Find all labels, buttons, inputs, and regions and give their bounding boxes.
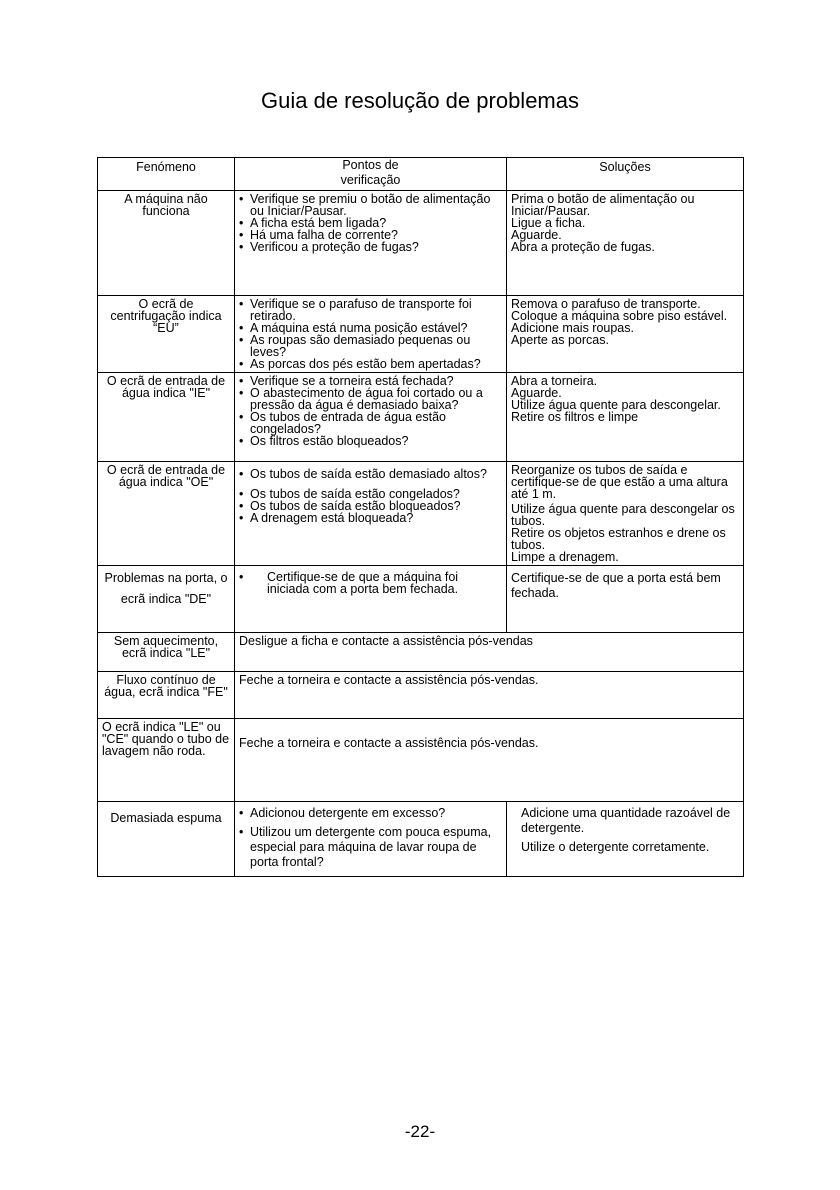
checks-list [239, 468, 502, 524]
solutions-cell [507, 566, 744, 633]
solution-item: Adicione uma quantidade razoável de detergente. [521, 806, 731, 835]
solution-item: Abra a proteção de fugas. [511, 240, 655, 254]
solution-item: Reorganize os tubos de saída e certifique-se de que estão a uma altura até 1 m. [511, 463, 728, 501]
solution-item: Utilize o detergente corretamente. [521, 840, 710, 854]
header-phenomenon: Fenómeno [98, 158, 235, 191]
checks-cell [235, 373, 507, 462]
solution-item: Utilize água quente para descongelar. [511, 398, 721, 412]
merged-solution-cell: Feche a torneira e contacte a assistência pós-vendas. [235, 719, 744, 802]
phenomenon-cell: Problemas na porta, o ecrã indica "DE" [98, 566, 235, 633]
troubleshooting-table [97, 157, 744, 877]
check-item: • Verifique se o parafuso de transporte foi retirado. [239, 298, 502, 322]
phenomenon-cell: O ecrã de centrifugação indica “EU” [98, 296, 235, 373]
solution-item: Coloque a máquina sobre piso estável. Adicione mais roupas. [511, 309, 728, 335]
check-item: • Há uma falha de corrente? [239, 229, 502, 241]
checks-list [239, 193, 502, 253]
checks-list [239, 298, 502, 370]
header-checkpoints: Pontos de verificação [235, 158, 507, 191]
solution-item: Abra a torneira. [511, 374, 598, 388]
solution-item: Remova o parafuso de transporte. [511, 297, 701, 311]
table-row [98, 633, 744, 672]
checks-list [239, 571, 502, 595]
check-item: • As porcas dos pés estão bem apertadas? [239, 358, 502, 370]
page-number: -22- [404, 1122, 436, 1141]
table-header-row [98, 158, 744, 191]
checks-cell [235, 462, 507, 566]
table-row [98, 719, 744, 802]
check-item: • Os tubos de entrada de água estão congelados? [239, 411, 502, 435]
phenomenon-cell: Sem aquecimento, ecrã indica "LE" [98, 633, 235, 672]
table-row [98, 802, 744, 877]
check-item: • Adicionou detergente em excesso? [239, 806, 502, 821]
check-item: • Os tubos de saída estão congelados? [239, 488, 502, 500]
check-item: • Os filtros estão bloqueados? [239, 435, 502, 447]
check-item: • A ficha está bem ligada? [239, 217, 502, 229]
table-row [98, 672, 744, 719]
table-row [98, 191, 744, 296]
phenomenon-cell: O ecrã indica "LE" ou "CE" quando o tubo de lavagem não roda. [98, 719, 235, 802]
table-row [98, 296, 744, 373]
table-row [98, 462, 744, 566]
solution-item: Prima o botão de alimentação ou Iniciar/Pausar. [511, 192, 695, 218]
merged-solution-cell: Feche a torneira e contacte a assistência pós-vendas. [235, 672, 744, 719]
checks-list [239, 806, 502, 870]
solution-item: Aguarde. [511, 386, 562, 400]
solution-item: Aguarde. [511, 228, 562, 242]
merged-solution-cell: Desligue a ficha e contacte a assistência pós-vendas [235, 633, 744, 672]
solution-item: Retire os objetos estranhos e drene os tubos. [511, 526, 726, 552]
checks-list [239, 375, 502, 447]
checks-cell [235, 802, 507, 877]
phenomenon-cell: Demasiada espuma [98, 802, 235, 877]
check-item: • Utilizou um detergente com pouca espuma, especial para máquina de lavar roupa de porta frontal? [239, 825, 502, 870]
check-item: • As roupas são demasiado pequenas ou leves? [239, 334, 502, 358]
table-row [98, 566, 744, 633]
check-item: • Verifique se premiu o botão de alimentação ou Iniciar/Pausar. [239, 193, 502, 217]
solution-item: Certifique-se de que a porta está bem fechada. [511, 571, 721, 600]
solution-item: Ligue a ficha. [511, 216, 586, 230]
check-item: • O abastecimento de água foi cortado ou a pressão da água é demasiado baixa? [239, 387, 502, 411]
check-item: • A drenagem está bloqueada? [239, 512, 502, 524]
solutions-cell [507, 296, 744, 373]
check-item: • Verificou a proteção de fugas? [239, 241, 502, 253]
phenomenon-cell: O ecrã de entrada de água indica "OE" [98, 462, 235, 566]
phenomenon-cell: A máquina não funciona [98, 191, 235, 296]
checks-cell [235, 296, 507, 373]
solutions-cell [507, 373, 744, 462]
table-row [98, 373, 744, 462]
checks-cell [235, 191, 507, 296]
checks-cell [235, 566, 507, 633]
check-item: • Verifique se a torneira está fechada? [239, 375, 502, 387]
check-item: • Certifique-se de que a máquina foi iniciada com a porta bem fechada. [239, 571, 502, 595]
solution-item: Utilize água quente para descongelar os tubos. [511, 502, 735, 528]
check-item: • Os tubos de saída estão demasiado altos? [239, 468, 502, 480]
phenomenon-cell: Fluxo contínuo de água, ecrã indica "FE" [98, 672, 235, 719]
check-item: • Os tubos de saída estão bloqueados? [239, 500, 502, 512]
solution-item: Aperte as porcas. [511, 333, 609, 347]
solutions-cell [507, 802, 744, 877]
solution-item: Retire os filtros e limpe [511, 410, 639, 424]
solution-item: Limpe a drenagem. [511, 550, 619, 564]
solutions-cell [507, 462, 744, 566]
phenomenon-cell: O ecrã de entrada de água indica "IE" [98, 373, 235, 462]
header-solutions: Soluções [507, 158, 744, 191]
solutions-cell [507, 191, 744, 296]
check-item: • A máquina está numa posição estável? [239, 322, 502, 334]
page-title: Guia de resolução de problemas [261, 88, 579, 113]
